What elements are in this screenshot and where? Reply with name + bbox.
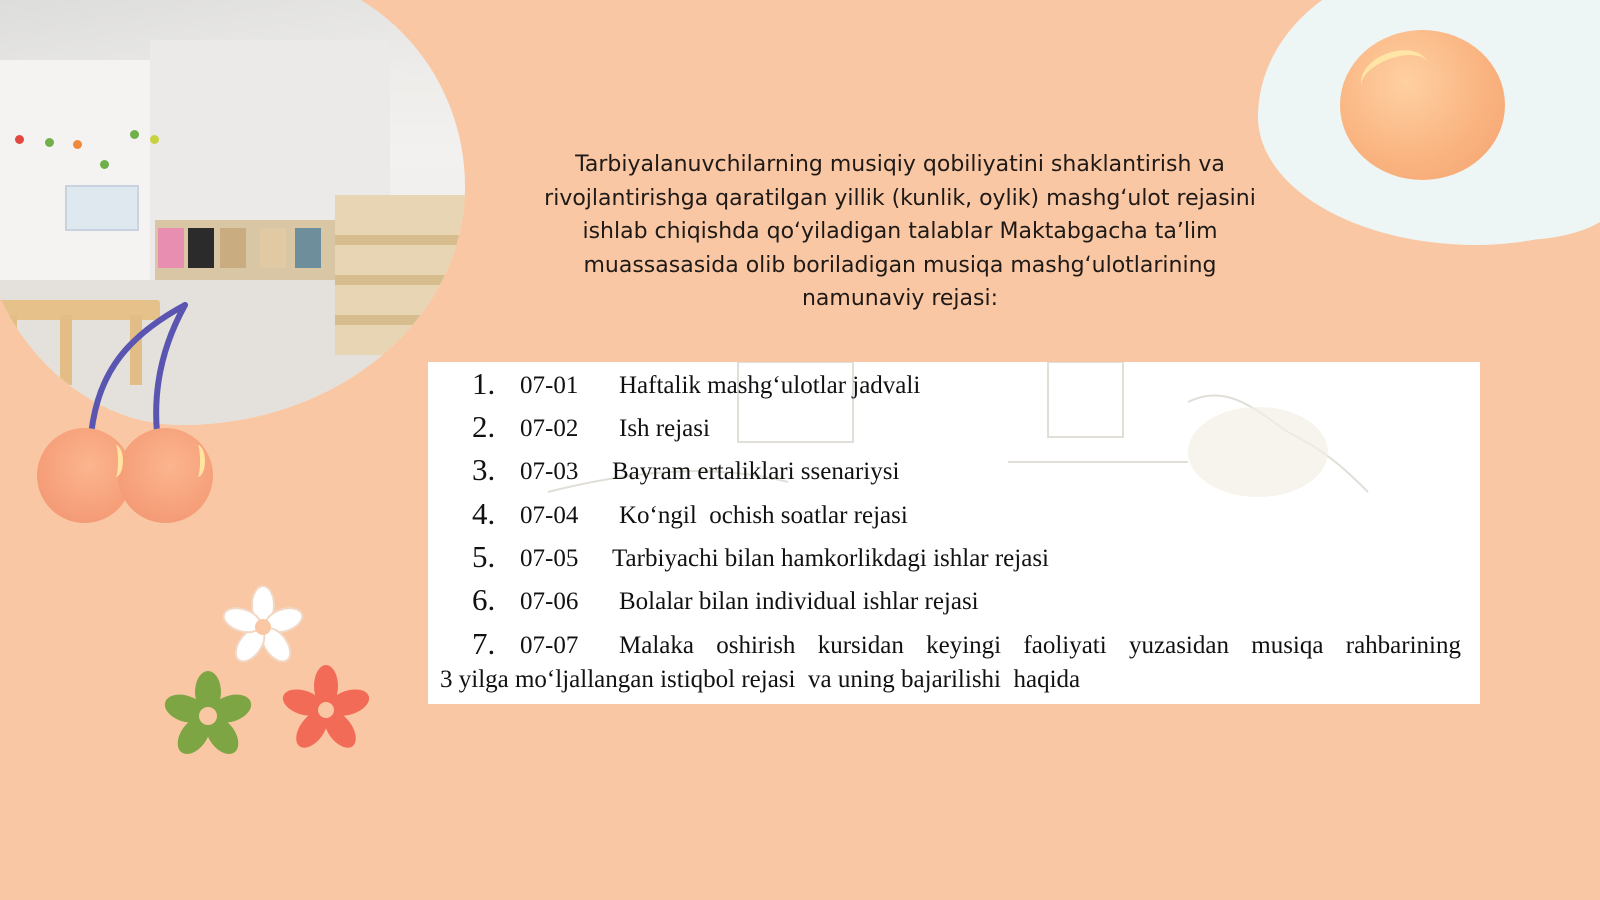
plan-item <box>428 539 1480 585</box>
plan-item <box>428 452 1480 498</box>
item-number: 3. <box>472 452 496 487</box>
item-number: 5. <box>472 539 496 574</box>
item-text: Haftalik mashg‘ulotlar jadvali <box>619 372 921 399</box>
white-flower-icon <box>218 582 308 672</box>
item-text: Bayram ertaliklari ssenariysi <box>612 458 900 485</box>
egg-yolk-decoration <box>1340 30 1505 180</box>
green-flower-icon <box>158 666 258 766</box>
item-number: 2. <box>472 409 496 444</box>
cherry-stems <box>0 0 300 480</box>
plan-item <box>428 582 1480 628</box>
plan-item <box>428 496 1480 542</box>
plan-item <box>428 409 1480 455</box>
item-code: 07-01 <box>520 372 579 399</box>
red-flower-icon <box>278 660 374 760</box>
item-number: 4. <box>472 496 496 531</box>
title-line: namunaviy rejasi: <box>801 286 999 311</box>
item-code: 07-03 <box>520 458 579 485</box>
item-code: 07-02 <box>520 415 579 442</box>
item-text: Tarbiyachi bilan hamkorlikdagi ishlar rejasi <box>612 545 1049 572</box>
item-text-continuation: 3 yilga mo‘ljallangan istiqbol rejasi va uning bajarilishi haqida <box>440 666 1081 693</box>
cherry-shine <box>190 445 205 477</box>
item-code: 07-04 <box>520 502 579 529</box>
item-text: Malaka oshirish kursidan keyingi faoliyati yuzasidan musiqa rahbarining <box>619 632 1461 659</box>
title-line: ishlab chiqishda qoʻyiladigan talablar Maktabgacha taʼlim <box>582 219 1218 244</box>
item-text: Ko‘ngil ochish soatlar rejasi <box>619 502 908 529</box>
item-code: 07-05 <box>520 545 579 572</box>
item-text: Bolalar bilan individual ishlar rejasi <box>619 588 979 615</box>
item-number: 6. <box>472 582 496 617</box>
plan-document-image <box>428 362 1480 704</box>
cherry-shine <box>108 445 123 477</box>
title-line: rivojlantirishga qaratilgan yillik (kunlik, oylik) mashgʻulot rejasini <box>544 185 1256 211</box>
title-line: Tarbiyalanuvchilarning musiqiy qobiliyatini shaklantirish va <box>575 152 1225 177</box>
item-code: 07-07 <box>520 632 579 659</box>
title-line: muassasasida olib boriladigan musiqa mashgʻulotlarining <box>583 252 1217 278</box>
plan-item <box>428 366 1480 412</box>
slide-title <box>500 148 1300 316</box>
item-text: Ish rejasi <box>619 415 710 442</box>
item-number: 1. <box>472 366 496 401</box>
item-number: 7. <box>472 626 496 661</box>
item-code: 07-06 <box>520 588 579 615</box>
